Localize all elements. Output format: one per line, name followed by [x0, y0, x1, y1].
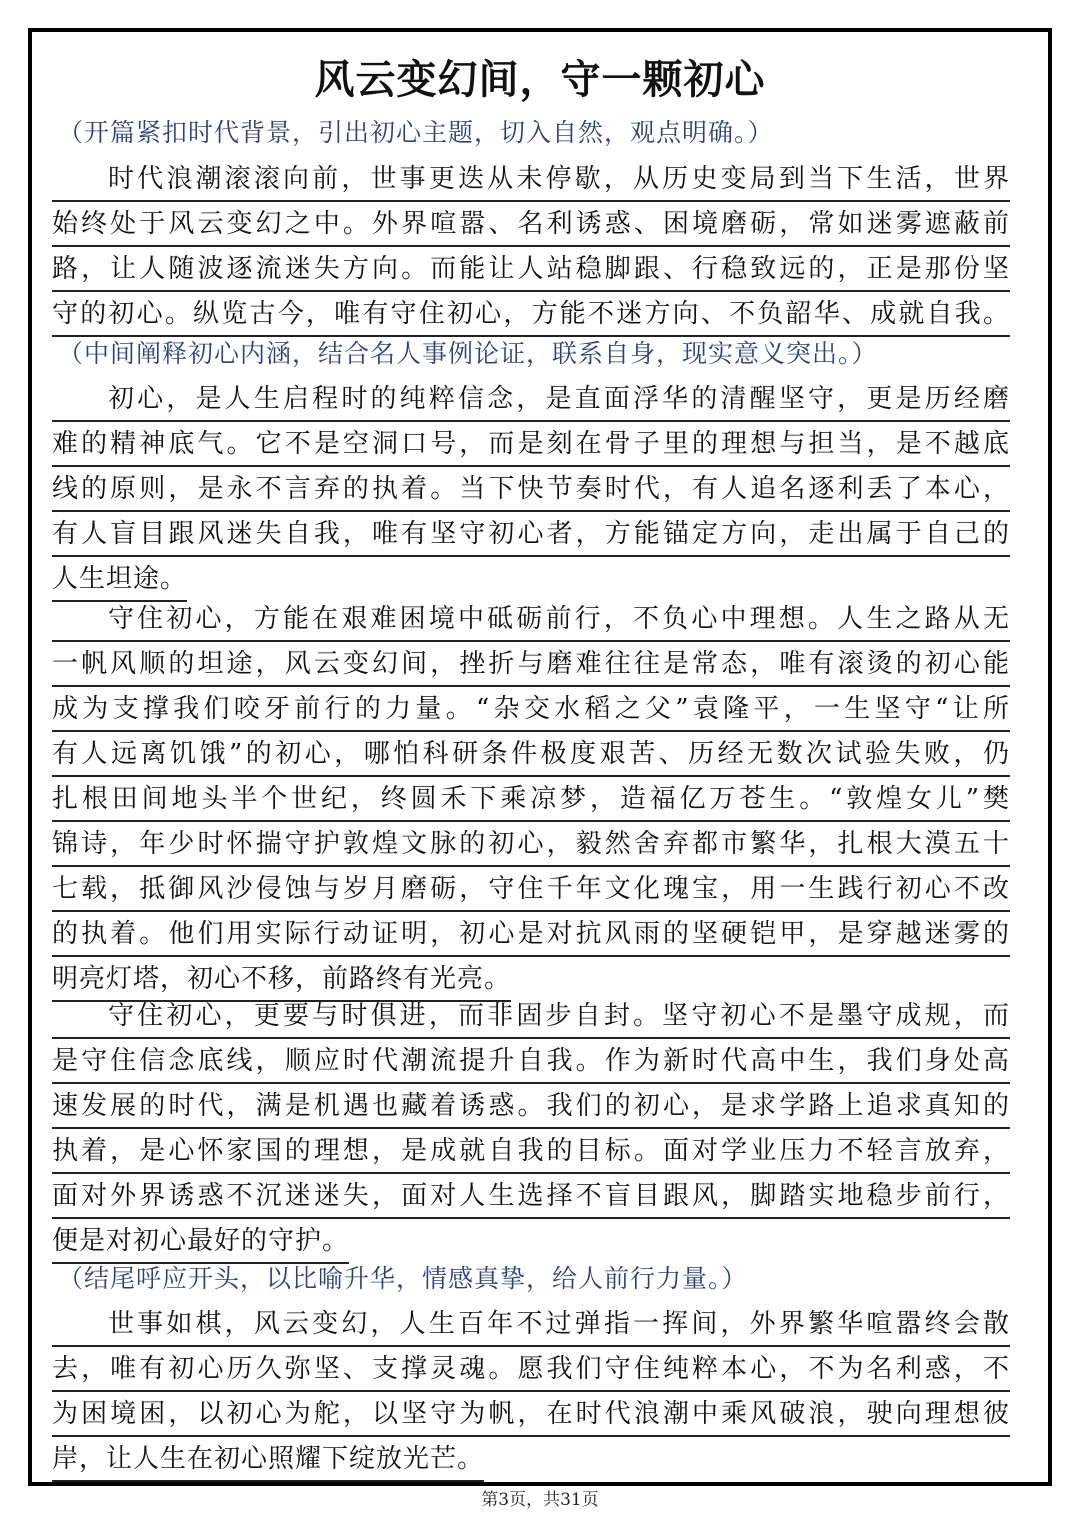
essay-title: 风云变幻间，守一颗初心 [314, 57, 766, 103]
page-number: 第3页，共31页 [481, 1490, 599, 1510]
text-line: 是守住信念底线，顺应时代潮流提升自我。作为新时代高中生，我们身处高 [52, 1039, 1010, 1084]
text-line: 有人盲目跟风迷失自我，唯有坚守初心者，方能锚定方向，走出属于自己的 [52, 512, 1010, 557]
text-line: 去，唯有初心历久弥坚、支撑灵魂。愿我们守住纯粹本心，不为名利惑，不 [52, 1347, 1010, 1392]
text-line: 世事如棋，风云变幻，人生百年不过弹指一挥间，外界繁华喧嚣终会散 [52, 1302, 1010, 1347]
comment-ending: （结尾呼应开头，以比喻升华，情感真挚，给人前行力量。） [58, 1264, 748, 1293]
text-line: 面对外界诱惑不沉迷迷失，面对人生选择不盲目跟风，脚踏实地稳步前行， [52, 1174, 1010, 1219]
text-line: 的执着。他们用实际行动证明，初心是对抗风雨的坚硬铠甲，是穿越迷雾的 [52, 912, 1010, 957]
text-line: 路，让人随波逐流迷失方向。而能让人站稳脚跟、行稳致远的，正是那份坚 [52, 247, 1010, 292]
text-line: 明亮灯塔，初心不移，前路终有光亮。 [52, 957, 511, 1002]
text-line: 一帆风顺的坦途，风云变幻间，挫折与磨难往往是常态，唯有滚烫的初心能 [52, 642, 1010, 687]
text-line: 难的精神底气。它不是空洞口号，而是刻在骨子里的理想与担当，是不越底 [52, 422, 1010, 467]
text-line: 人生坦途。 [52, 557, 187, 602]
text-line: 为困境困，以初心为舵，以坚守为帆，在时代浪潮中乘风破浪，驶向理想彼 [52, 1392, 1010, 1437]
text-line: 守住初心，更要与时俱进，而非固步自封。坚守初心不是墨守成规，而 [52, 994, 1010, 1039]
paragraph-2 [52, 377, 1010, 617]
paragraph-5 [52, 1302, 1010, 1497]
paragraph-3 [52, 597, 1010, 1017]
paragraph-1 [52, 157, 1010, 337]
text-line: 始终处于风云变幻之中。外界喧嚣、名利诱惑、困境磨砺，常如迷雾遮蔽前 [52, 202, 1010, 247]
text-line: 岸，让人生在初心照耀下绽放光芒。 [52, 1437, 484, 1482]
text-line: 锦诗，年少时怀揣守护敦煌文脉的初心，毅然舍弃都市繁华，扎根大漠五十 [52, 822, 1010, 867]
text-line: 线的原则，是永不言弃的执着。当下快节奏时代，有人追名逐利丢了本心， [52, 467, 1010, 512]
text-line: 有人远离饥饿”的初心，哪怕科研条件极度艰苦、历经无数次试验失败，仍 [52, 732, 1010, 777]
text-line: 七载，抵御风沙侵蚀与岁月磨砺，守住千年文化瑰宝，用一生践行初心不改 [52, 867, 1010, 912]
text-line: 速发展的时代，满是机遇也藏着诱惑。我们的初心，是求学路上追求真知的 [52, 1084, 1010, 1129]
text-line: 守的初心。纵览古今，唯有守住初心，方能不迷方向、不负韶华、成就自我。 [52, 292, 1010, 337]
text-line: 便是对初心最好的守护。 [52, 1219, 349, 1264]
text-line: 守住初心，方能在艰难困境中砥砺前行，不负心中理想。人生之路从无 [52, 597, 1010, 642]
text-line: 初心，是人生启程时的纯粹信念，是直面浮华的清醒坚守，更是历经磨 [52, 377, 1010, 422]
comment-middle: （中间阐释初心内涵，结合名人事例论证，联系自身，现实意义突出。） [58, 339, 878, 368]
text-line: 成为支撑我们咬牙前行的力量。“杂交水稻之父”袁隆平，一生坚守“让所 [52, 687, 1010, 732]
text-line: 扎根田间地头半个世纪，终圆禾下乘凉梦，造福亿万苍生。“敦煌女儿”樊 [52, 777, 1010, 822]
text-line: 时代浪潮滚滚向前，世事更迭从未停歇，从历史变局到当下生活，世界 [52, 157, 1010, 202]
paragraph-4 [52, 994, 1010, 1279]
text-line: 执着，是心怀家国的理想，是成就自我的目标。面对学业压力不轻言放弃， [52, 1129, 1010, 1174]
comment-intro: （开篇紧扣时代背景，引出初心主题，切入自然，观点明确。） [58, 118, 774, 147]
